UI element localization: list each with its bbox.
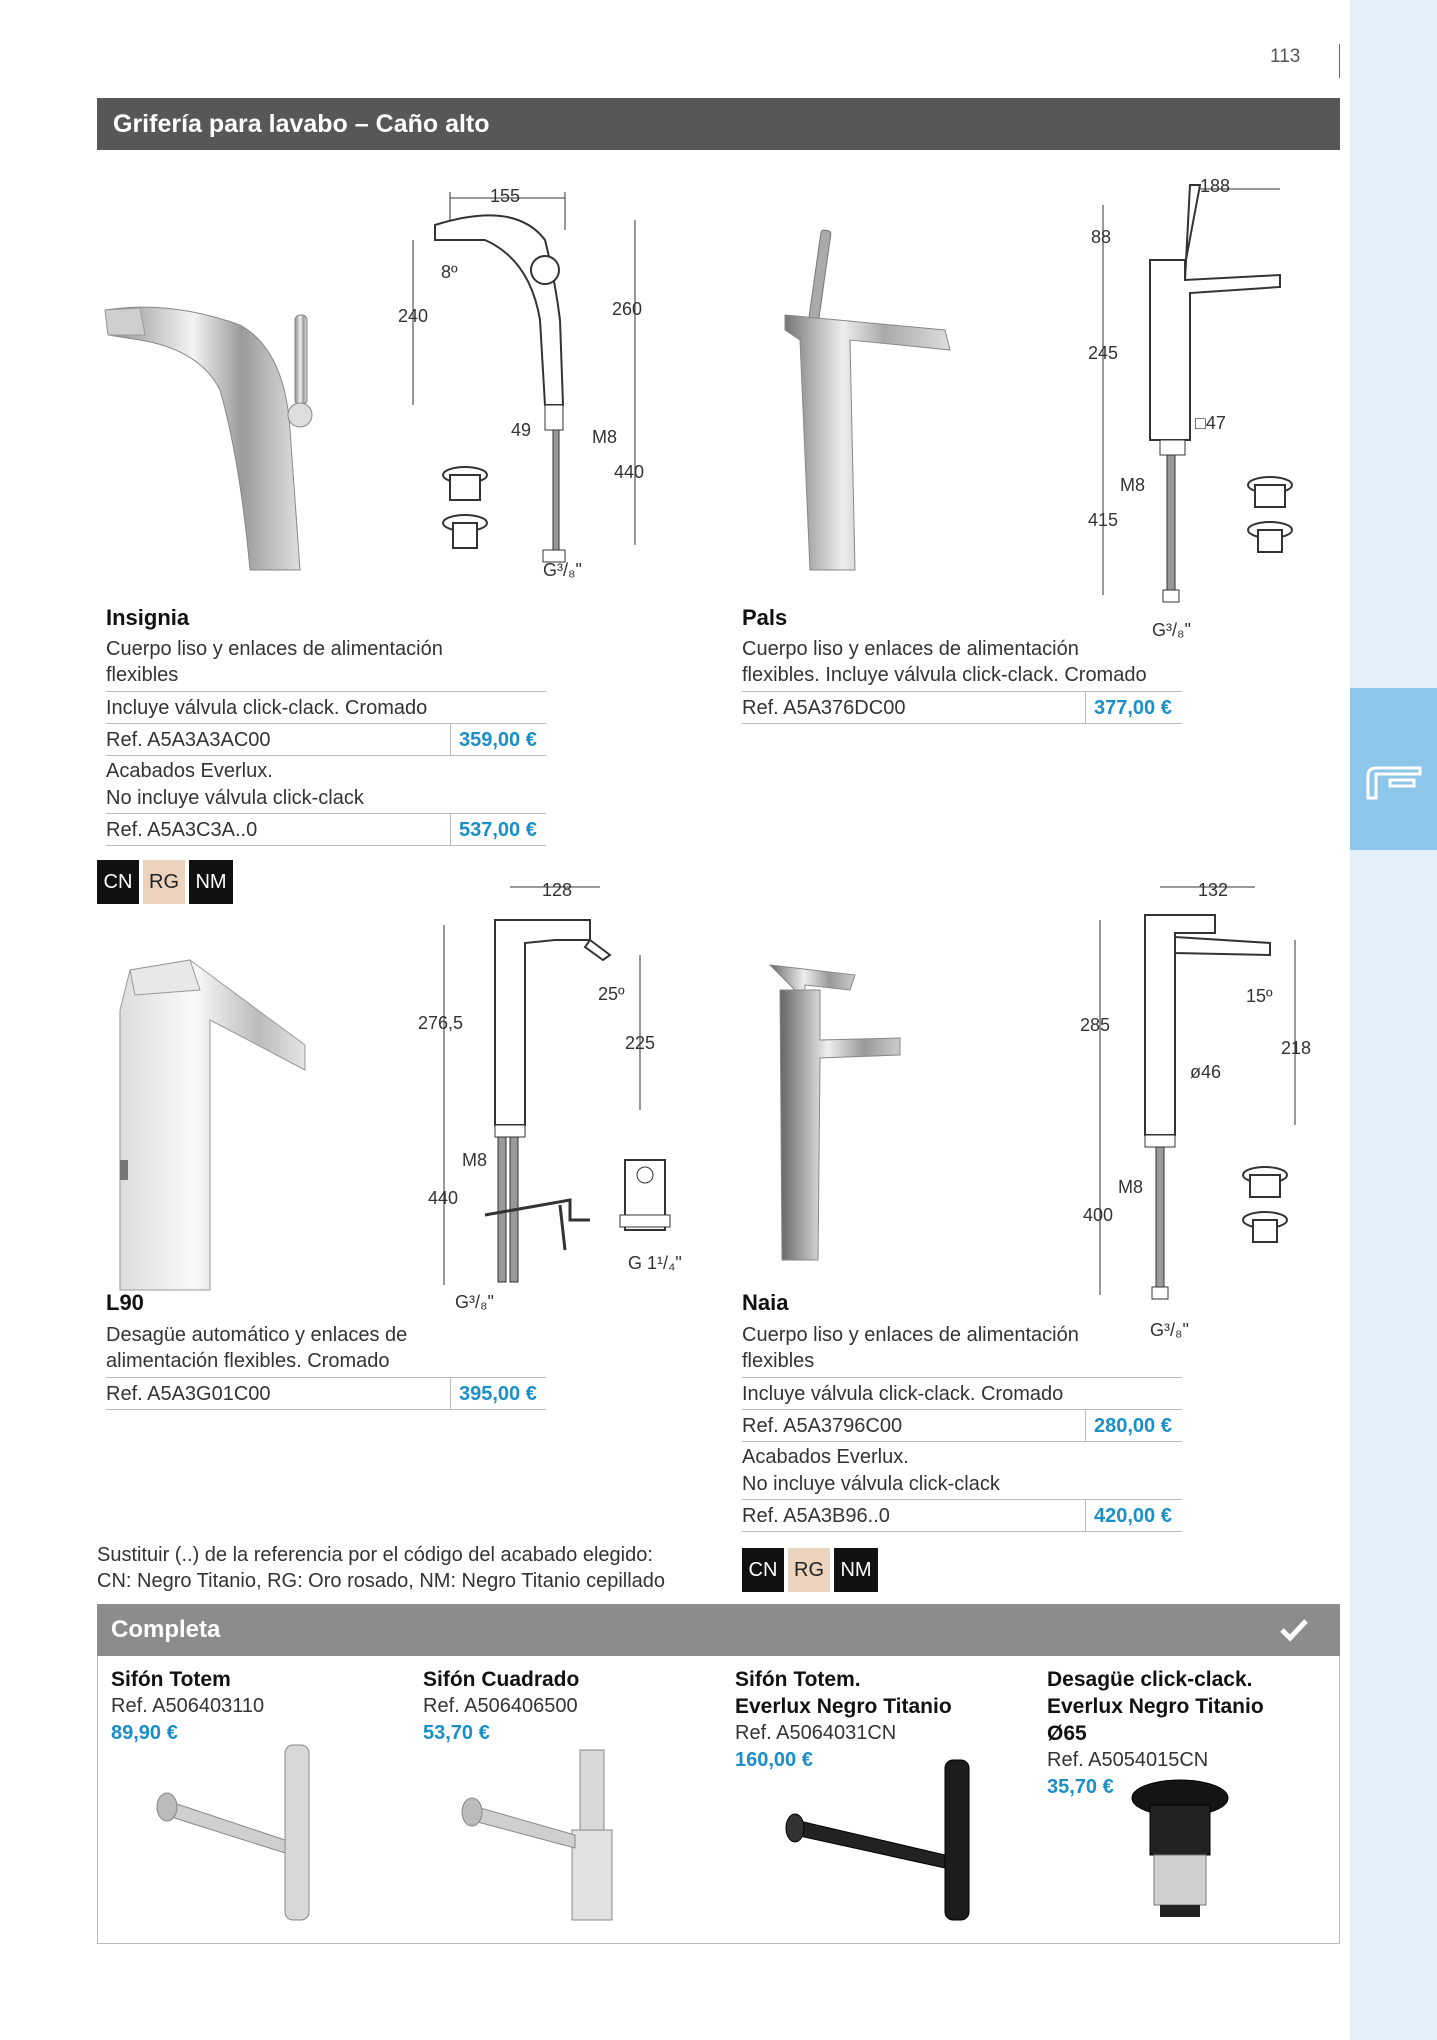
- insignia-dim-connector: G³/₈": [543, 560, 582, 580]
- insignia-row-2: Ref. A5A3A3AC00 359,00 €: [106, 724, 546, 756]
- insignia-dim-total: 260: [612, 299, 643, 319]
- insignia-row-1: Incluye válvula click-clack. Cromado: [106, 692, 546, 724]
- insignia-dim-base: 49: [511, 420, 532, 440]
- insignia-faucet-photo: [100, 280, 330, 580]
- finish-code-note: Sustituir (..) de la referencia por el código del acabado elegido: CN: Negro Titanio, RG: Oro rosado, NM: Negro Titanio cepillado: [97, 1544, 666, 1592]
- insignia-price-1: 359,00 €: [450, 724, 546, 756]
- l90-dim-connector: G³/₈": [455, 1292, 494, 1312]
- section-title: Grifería para lavabo – Caño alto: [97, 98, 1340, 150]
- pals-dim-body: □47: [1195, 413, 1226, 433]
- naia-dim-hose: 400: [1083, 1205, 1114, 1225]
- insignia-dim-height: 240: [398, 306, 429, 326]
- naia-description: Cuerpo liso y enlaces de alimentación flexibles: [742, 1324, 1079, 1372]
- naia-price-2: 420,00 €: [1085, 1500, 1182, 1532]
- naia-dim-spout: 218: [1281, 1038, 1312, 1058]
- l90-dim-hose: 440: [428, 1188, 459, 1208]
- insignia-description: Cuerpo liso y enlaces de alimentación flexibles: [106, 638, 443, 686]
- pals-faucet-photo: [770, 230, 970, 570]
- accessory-item-3[interactable]: Sifón Totem. Everlux Negro Titanio Ref. A5064031CN 160,00 €: [735, 1668, 952, 1771]
- swatch-rg[interactable]: RG: [143, 860, 185, 904]
- naia-row-1: Incluye válvula click-clack. Cromado: [742, 1378, 1182, 1410]
- section-tab[interactable]: [1350, 688, 1437, 850]
- page-number-divider: [1339, 44, 1340, 78]
- chrome-siphon-square-icon: [460, 1750, 640, 1925]
- naia-name: Naia: [742, 1290, 789, 1315]
- l90-dim-width: 128: [542, 880, 573, 900]
- naia-dimension-drawing: [1095, 885, 1315, 1305]
- naia-finish-swatches: [742, 1548, 878, 1592]
- insignia-finish-swatches: [97, 860, 233, 904]
- pals-description: Cuerpo liso y enlaces de alimentación flexibles. Incluye válvula click-clack. Cromado: [742, 638, 1147, 686]
- l90-description: Desagüe automático y enlaces de alimentación flexibles. Cromado: [106, 1324, 408, 1372]
- l90-dim-thread: M8: [462, 1150, 488, 1170]
- pals-dim-lever: 88: [1091, 227, 1112, 247]
- swatch-nm[interactable]: NM: [189, 860, 233, 904]
- pals-dimension-drawing: [1095, 185, 1315, 605]
- checkmark-icon: [1280, 1618, 1308, 1642]
- accessories-title: Completa: [97, 1604, 1340, 1656]
- l90-faucet-photo: [110, 950, 330, 1300]
- pals-price-table: Ref. A5A376DC00 377,00 €: [742, 691, 1182, 724]
- naia-row-5: Ref. A5A3B96..0 420,00 €: [742, 1500, 1182, 1532]
- accessory-item-4[interactable]: Desagüe click-clack. Everlux Negro Titanio Ø65 Ref. A5054015CN 35,70 €: [1047, 1668, 1264, 1798]
- insignia-price-table: Incluye válvula click-clack. Cromado Ref. A5A3A3AC00 359,00 € Acabados Everlux. No incluye válvula click-clack Ref. A5A3C3A..0 537,00 €: [106, 691, 546, 846]
- naia-dim-connector: G³/₈": [1150, 1320, 1189, 1340]
- swatch-rg[interactable]: RG: [788, 1548, 830, 1592]
- black-siphon-icon: [780, 1760, 980, 1925]
- pals-dim-width: 188: [1200, 176, 1231, 196]
- swatch-cn[interactable]: CN: [97, 860, 139, 904]
- l90-dim-height: 276,5: [418, 1013, 464, 1033]
- page-number: 113: [1270, 46, 1301, 67]
- insignia-dim-width: 155: [490, 186, 521, 206]
- chrome-siphon-totem-icon: [155, 1745, 335, 1925]
- pals-name: Pals: [742, 605, 788, 630]
- swatch-nm[interactable]: NM: [834, 1548, 878, 1592]
- insignia-dimension-drawing: [395, 190, 655, 590]
- l90-dimension-drawing: [440, 885, 710, 1305]
- insignia-name: Insignia: [106, 605, 190, 630]
- l90-dim-drain-thread: G 1¹/₄": [628, 1253, 682, 1273]
- pals-dim-hose: 415: [1088, 510, 1119, 530]
- pals-dim-height: 245: [1088, 343, 1119, 363]
- pals-dim-connector: G³/₈": [1152, 620, 1191, 640]
- insignia-dim-angle: 8º: [441, 262, 458, 282]
- faucet-icon: [1350, 688, 1437, 850]
- naia-dim-thread: M8: [1118, 1177, 1144, 1197]
- black-drain-valve-icon: [1130, 1780, 1230, 1920]
- l90-price: 395,00 €: [450, 1378, 546, 1410]
- l90-name: L90: [106, 1290, 144, 1315]
- l90-dim-angle: 25º: [598, 984, 625, 1004]
- insignia-price-2: 537,00 €: [450, 814, 546, 846]
- naia-dim-angle: 15º: [1246, 986, 1273, 1006]
- pals-price: 377,00 €: [1085, 692, 1182, 724]
- naia-price-table: Incluye válvula click-clack. Cromado Ref. A5A3796C00 280,00 € Acabados Everlux. No incluye válvula click-clack Ref. A5A3B96..0 420,00 €: [742, 1377, 1182, 1532]
- l90-price-table: Ref. A5A3G01C00 395,00 €: [106, 1377, 546, 1410]
- naia-dim-height: 285: [1080, 1015, 1111, 1035]
- accessory-item-1[interactable]: Sifón Totem Ref. A506403110 89,90 €: [111, 1668, 265, 1744]
- naia-price-1: 280,00 €: [1085, 1410, 1182, 1442]
- insignia-dim-hose: 440: [614, 462, 645, 482]
- naia-row-2: Ref. A5A3796C00 280,00 €: [742, 1410, 1182, 1442]
- swatch-cn[interactable]: CN: [742, 1548, 784, 1592]
- accessory-item-2[interactable]: Sifón Cuadrado Ref. A506406500 53,70 €: [423, 1668, 580, 1744]
- l90-dim-spout: 225: [625, 1033, 656, 1053]
- insignia-dim-thread: M8: [592, 427, 618, 447]
- insignia-row-5: Ref. A5A3C3A..0 537,00 €: [106, 814, 546, 846]
- right-sidebar: [1350, 0, 1437, 2040]
- pals-dim-thread: M8: [1120, 475, 1146, 495]
- naia-dim-body: ø46: [1190, 1062, 1222, 1082]
- naia-faucet-photo: [760, 960, 920, 1270]
- naia-dim-width: 132: [1198, 880, 1229, 900]
